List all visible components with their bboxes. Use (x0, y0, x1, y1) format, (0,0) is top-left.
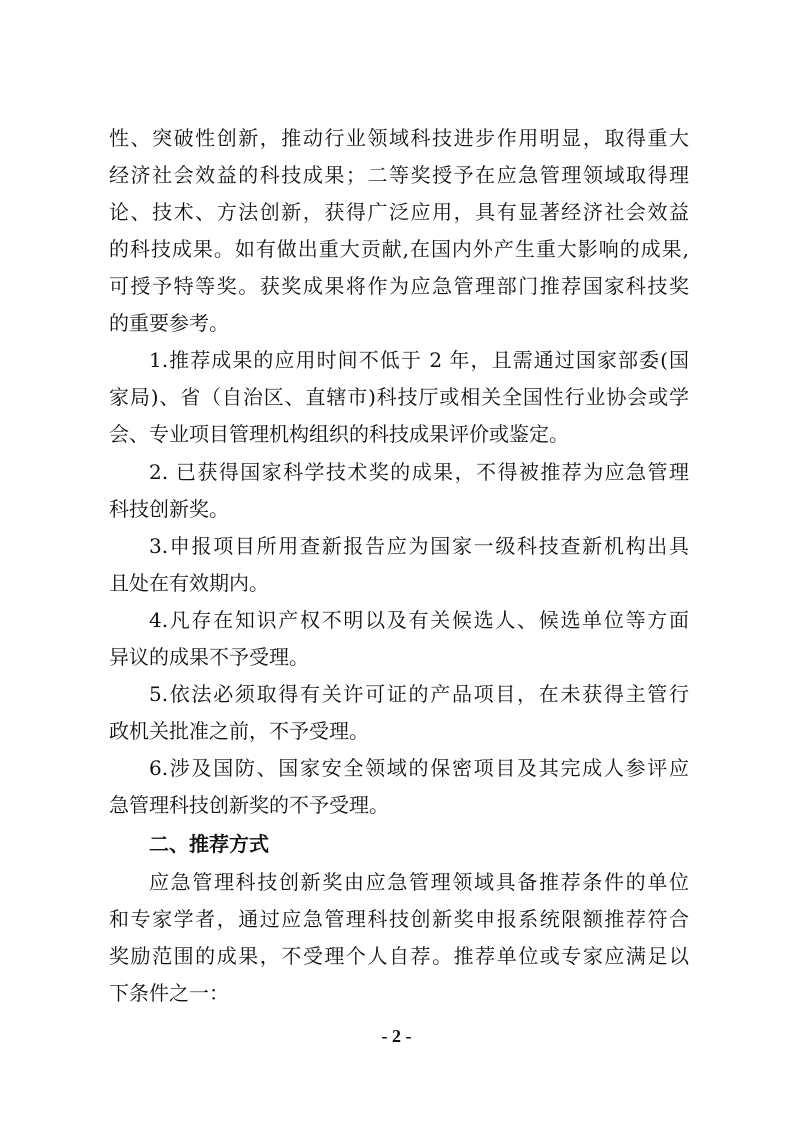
list-item-6-line: 6.涉及国防、国家安全领域的保密项目及其完成人参评应 (149, 756, 689, 780)
text-line: 的科技成果。如有做出重大贡献,在国内外产生重大影响的成果, (109, 237, 689, 261)
text-line: 的重要参考。 (109, 311, 229, 335)
list-item-5-line: 5.依法必须取得有关许可证的产品项目，在未获得主管行 (149, 682, 689, 706)
list-item-3-line: 3.申报项目所用查新报告应为国家一级科技查新机构出具 (149, 534, 689, 558)
text-line: 性、突破性创新，推动行业领域科技进步作用明显，取得重大 (109, 126, 689, 150)
list-item-5-line: 政机关批准之前，不予受理。 (109, 719, 369, 743)
text-line: 论、技术、方法创新，获得广泛应用，具有显著经济社会效益 (109, 200, 689, 224)
list-item-4-line: 异议的成果不予受理。 (109, 645, 309, 669)
list-item-1-line: 家局)、省（自治区、直辖市)科技厅或相关全国性行业协会或学 (109, 385, 689, 409)
list-item-6-line: 急管理科技创新奖的不予受理。 (109, 793, 389, 817)
list-item-4-line: 4.凡存在知识产权不明以及有关候选人、候选单位等方面 (149, 608, 689, 632)
section-heading: 二、推荐方式 (149, 832, 269, 856)
list-item-2-line: 科技创新奖。 (109, 497, 229, 521)
text-line: 经济社会效益的科技成果；二等奖授予在应急管理领域取得理 (109, 163, 689, 187)
list-item-3-line: 且处在有效期内。 (109, 571, 269, 595)
list-item-1-line: 1.推荐成果的应用时间不低于 2 年，且需通过国家部委(国 (149, 348, 689, 372)
page-number: - 2 - (381, 1026, 412, 1046)
text-line: 下条件之一： (109, 981, 229, 1005)
text-line: 可授予特等奖。获奖成果将作为应急管理部门推荐国家科技奖 (109, 274, 689, 298)
list-item-2-line: 2. 已获得国家科学技术奖的成果，不得被推荐为应急管理 (149, 460, 689, 484)
text-line: 和专家学者，通过应急管理科技创新奖申报系统限额推荐符合 (109, 907, 689, 931)
text-line: 应急管理科技创新奖由应急管理领域具备推荐条件的单位 (149, 870, 689, 894)
text-line: 奖励范围的成果，不受理个人自荐。推荐单位或专家应满足以 (109, 944, 689, 968)
list-item-1-line: 会、专业项目管理机构组织的科技成果评价或鉴定。 (109, 422, 569, 446)
